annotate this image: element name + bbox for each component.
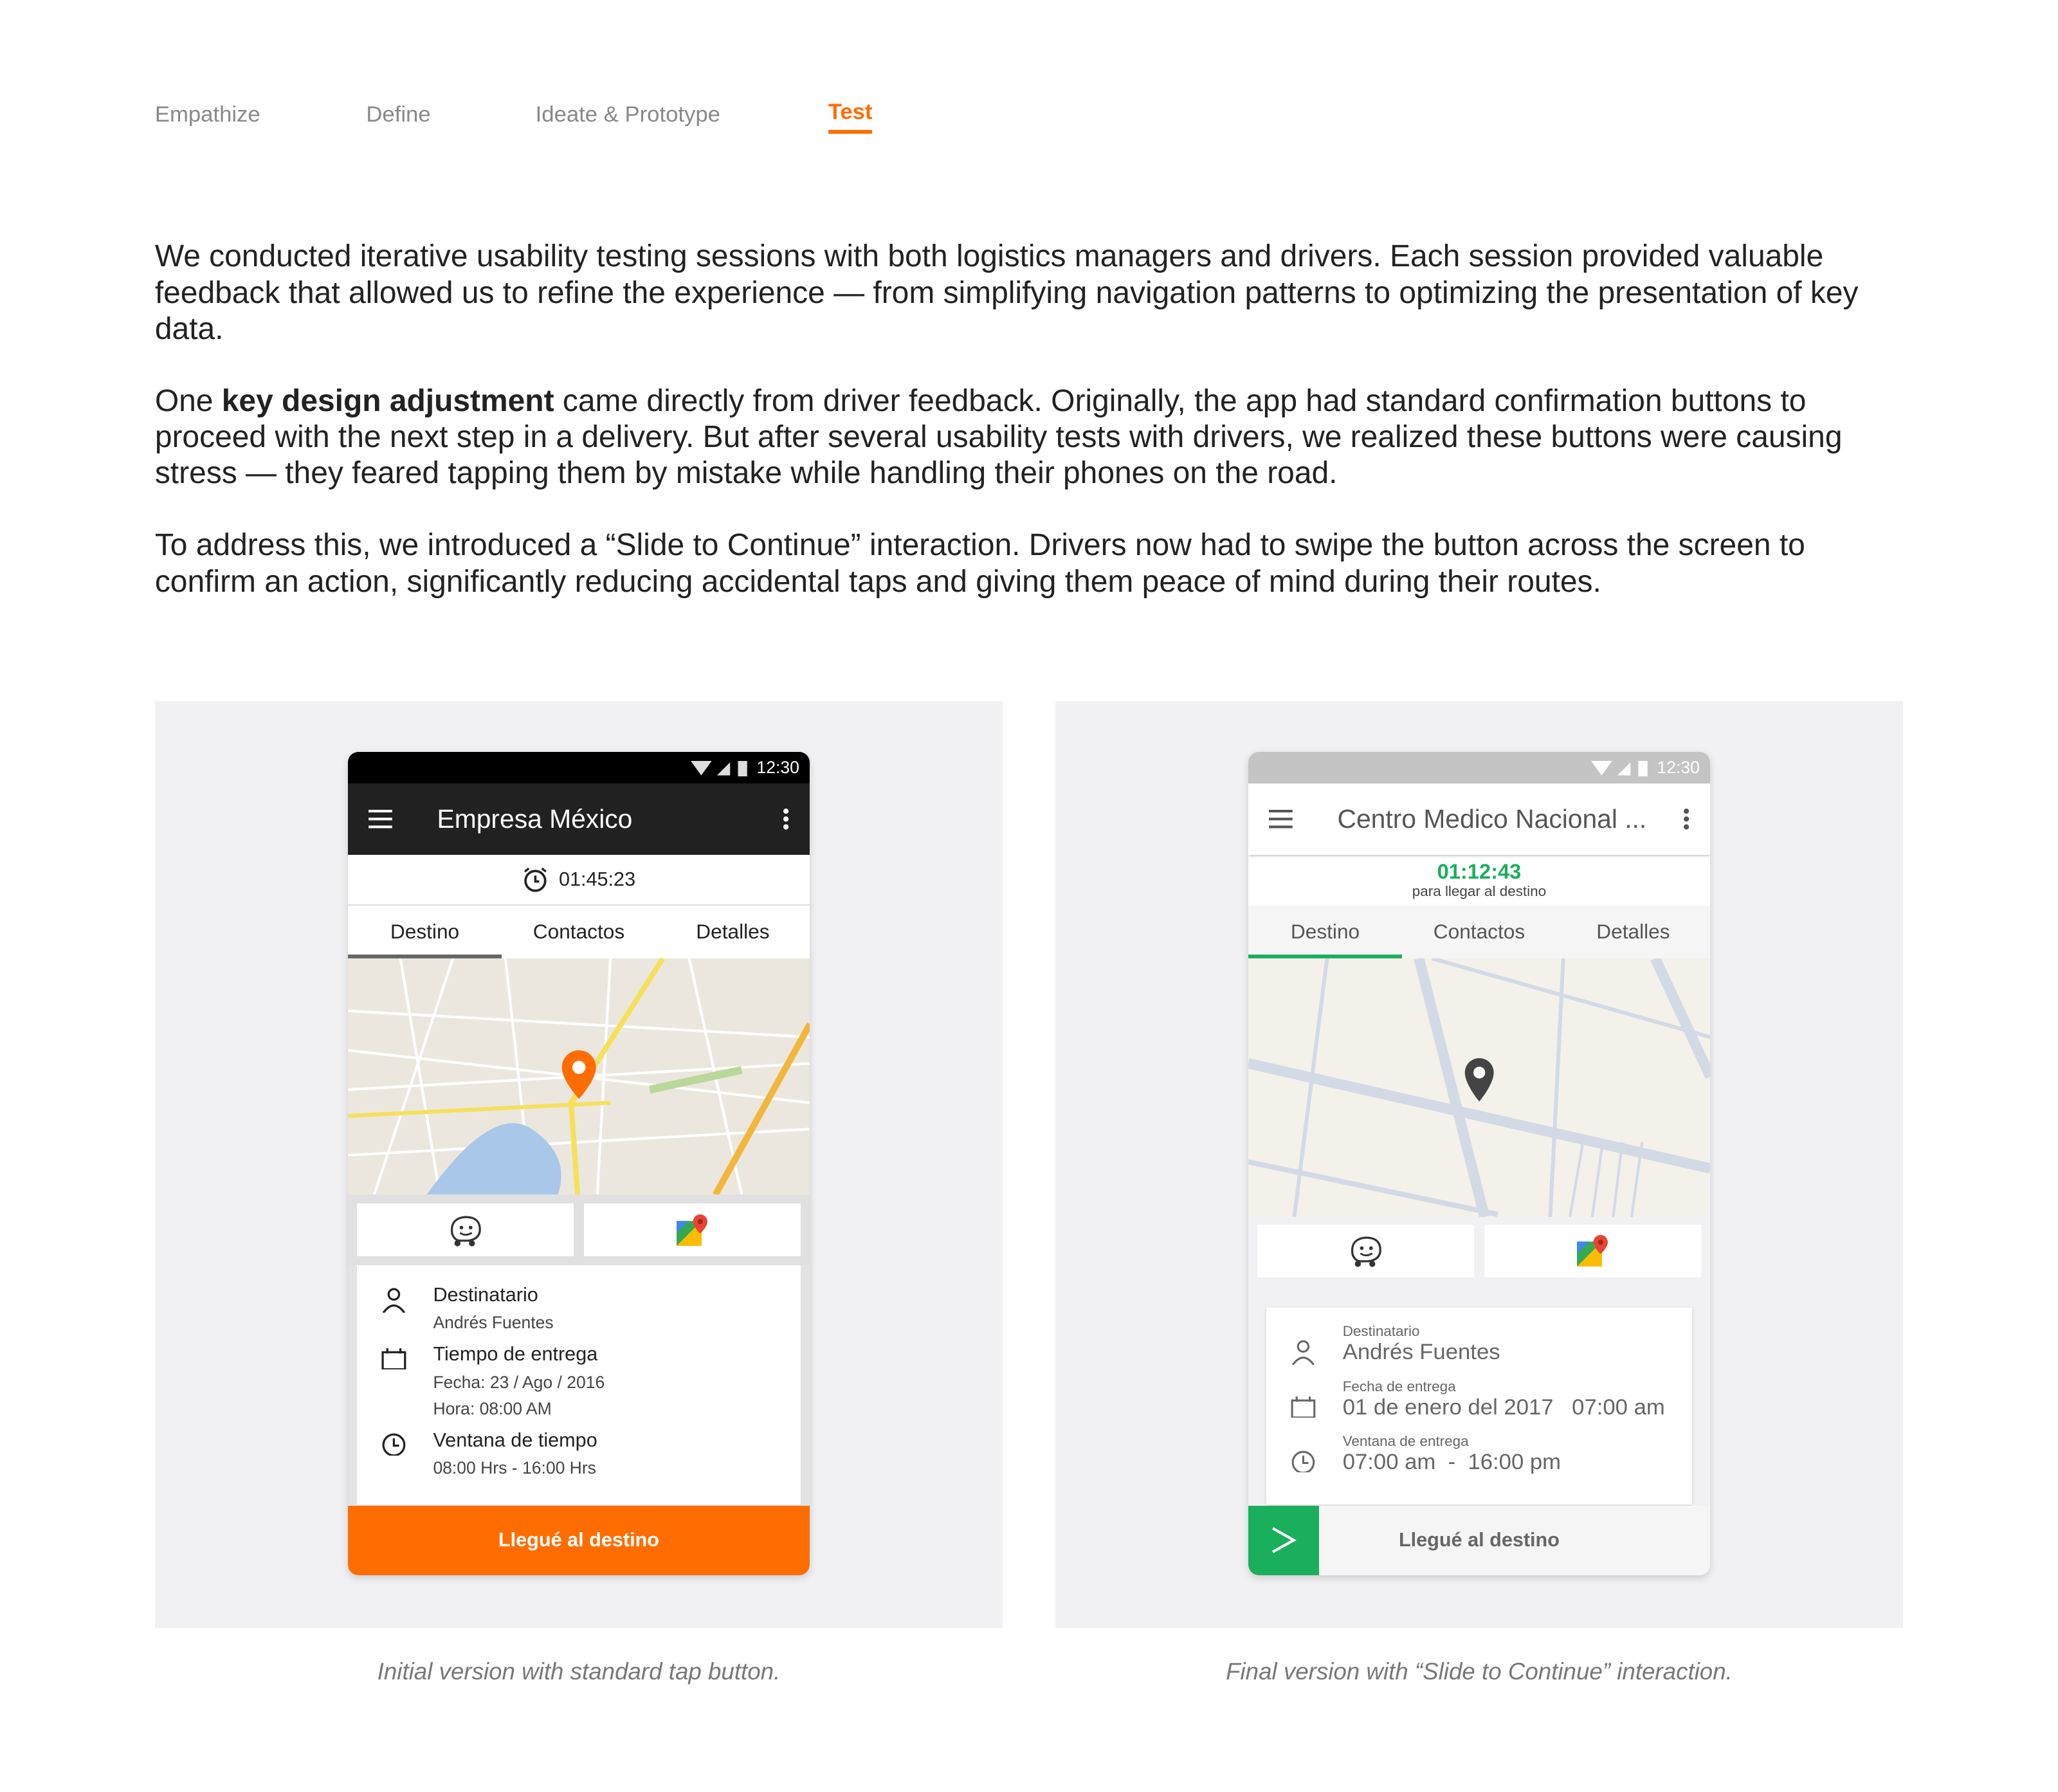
alarm-clock-icon — [522, 866, 549, 893]
menu-icon[interactable] — [369, 810, 392, 828]
app-bar — [1248, 783, 1710, 854]
delivery-date-row — [1290, 1378, 1668, 1420]
window-value: 08:00 Hrs - 16:00 Hrs — [433, 1458, 596, 1478]
app-bar — [348, 783, 810, 854]
text: One — [154, 383, 222, 418]
signal-battery-icon — [1591, 760, 1649, 777]
recipient-row — [381, 1284, 777, 1333]
paragraph — [155, 383, 1914, 491]
tab-destino[interactable]: Destino — [1290, 920, 1360, 944]
google-maps-icon — [1576, 1234, 1610, 1268]
phone-mockup-final — [1248, 752, 1710, 1575]
tab-detalles[interactable]: Detalles — [1596, 920, 1670, 944]
slide-to-continue[interactable] — [1248, 1506, 1710, 1575]
caption-final: Final version with “Slide to Continue” interaction. — [1226, 1658, 1733, 1685]
calendar-icon — [381, 1343, 407, 1369]
delivery-info-card — [357, 1265, 801, 1504]
person-icon — [1290, 1336, 1316, 1365]
navigation-apps — [1248, 1217, 1710, 1286]
waze-button[interactable] — [1257, 1225, 1474, 1277]
signal-battery-icon — [691, 760, 749, 777]
location-pin-icon — [1465, 1058, 1494, 1101]
recipient-name: Andrés Fuentes — [433, 1313, 554, 1333]
delivery-window-row — [1290, 1433, 1668, 1475]
arrived-button[interactable]: Llegué al destino — [348, 1506, 810, 1575]
recipient-name: Andrés Fuentes — [1342, 1340, 1500, 1365]
phone-mockup-initial — [348, 752, 810, 1575]
status-bar — [1248, 752, 1710, 783]
nav-ideate-prototype[interactable]: Ideate & Prototype — [535, 102, 720, 127]
waze-icon — [1347, 1234, 1384, 1268]
delivery-time-row — [381, 1343, 777, 1418]
google-maps-icon — [675, 1213, 709, 1247]
tab-detalles[interactable]: Detalles — [696, 920, 770, 944]
delivery-label: Tiempo de entrega — [433, 1343, 598, 1366]
person-icon — [381, 1284, 407, 1313]
arrow-right-icon — [1270, 1526, 1297, 1555]
delivery-date: Fecha: 23 / Ago / 2016 — [433, 1372, 605, 1392]
recipient-label: Destinatario — [433, 1283, 538, 1306]
recipient-label: Destinatario — [1342, 1323, 1420, 1340]
window-value: 07:00 am - 16:00 pm — [1342, 1450, 1562, 1475]
map-view[interactable] — [1248, 958, 1710, 1217]
timer-value: 01:45:23 — [558, 868, 636, 890]
timer-value: 01:12:43 — [1437, 859, 1522, 883]
nav-empathize[interactable]: Empathize — [154, 102, 260, 127]
google-maps-button[interactable] — [584, 1203, 801, 1256]
text: came directly from driver feedback. Originally, the app had standard confirmation buttons to proceed with the next step in a delivery. But after several usability tests with drivers, we realized these buttons were causing stress — they feared tapping them by mistake while handling their phones on the road. — [154, 383, 1843, 491]
window-label: Ventana de entrega — [1342, 1433, 1469, 1450]
menu-icon[interactable] — [1269, 810, 1293, 828]
waze-icon — [447, 1213, 484, 1247]
delivery-info-card — [1266, 1308, 1691, 1504]
more-options-icon[interactable] — [1684, 809, 1689, 830]
status-bar — [348, 752, 810, 783]
tab-bar — [348, 906, 810, 958]
location-pin-icon — [561, 1050, 596, 1099]
navigation-apps — [348, 1194, 810, 1265]
street-map — [1248, 958, 1710, 1217]
emphasis: key design adjustment — [221, 383, 554, 418]
clock-icon — [1290, 1447, 1316, 1473]
slide-handle[interactable] — [1248, 1506, 1319, 1575]
calendar-icon — [1290, 1391, 1316, 1418]
slide-label: Llegué al destino — [1398, 1529, 1560, 1551]
delivery-hour: Hora: 08:00 AM — [433, 1398, 552, 1418]
clock-icon — [381, 1429, 407, 1456]
app-title: Empresa México — [437, 803, 633, 834]
paragraph: We conducted iterative usability testing sessions with both logistics managers and drivers. Each session provided valuable feedback that allowed us to refine the experience — from simplifying navigation patterns to optimizing the presentation of key data. — [154, 239, 1859, 346]
map-view[interactable] — [348, 958, 810, 1194]
app-title: Centro Medico Nacional ... — [1337, 803, 1647, 834]
delivery-date: 01 de enero del 2017 — [1342, 1394, 1554, 1420]
nav-define[interactable]: Define — [366, 102, 431, 127]
waze-button[interactable] — [357, 1203, 574, 1256]
delivery-time: 07:00 am — [1572, 1394, 1665, 1420]
tab-contactos[interactable]: Contactos — [1433, 920, 1525, 944]
tab-bar — [1248, 906, 1710, 958]
window-label: Ventana de tiempo — [433, 1429, 597, 1452]
date-label: Fecha de entrega — [1342, 1378, 1456, 1394]
tab-destino[interactable]: Destino — [390, 920, 460, 944]
initial-version-panel — [155, 701, 1003, 1628]
paragraph: To address this, we introduced a “Slide to Continue” interaction. Drivers now had to swipe the button across the screen to confirm an action, significantly reducing accidental taps and giving them peace of mind during their routes. — [154, 528, 1805, 599]
countdown-timer — [348, 855, 810, 906]
caption-initial: Initial version with standard tap button. — [377, 1658, 781, 1685]
body-copy — [155, 239, 1914, 635]
status-time: 12:30 — [756, 758, 799, 778]
timer-subtitle: para llegar al destino — [1412, 882, 1547, 899]
street-map — [348, 958, 810, 1194]
more-options-icon[interactable] — [783, 809, 788, 830]
time-window-row — [381, 1429, 777, 1478]
google-maps-button[interactable] — [1484, 1225, 1701, 1277]
recipient-row — [1290, 1323, 1668, 1365]
final-version-panel — [1055, 701, 1903, 1628]
nav-test[interactable]: Test — [828, 100, 873, 134]
countdown-timer — [1248, 855, 1710, 906]
status-time: 12:30 — [1657, 758, 1700, 778]
tab-contactos[interactable]: Contactos — [533, 920, 625, 944]
